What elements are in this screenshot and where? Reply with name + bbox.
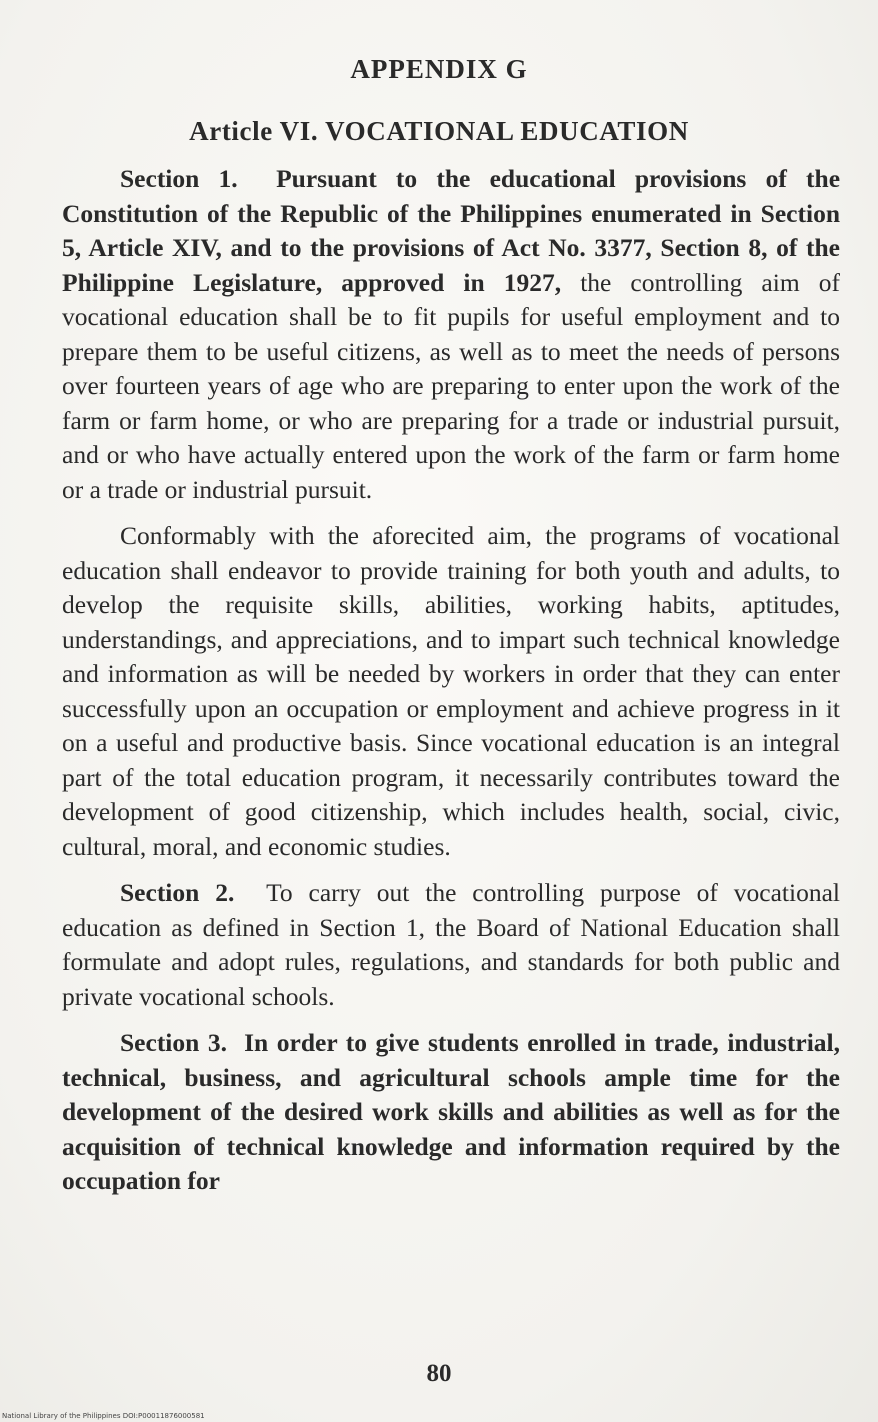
article-body (62, 162, 840, 1199)
section-3-label: Section 3. (120, 1028, 227, 1057)
section-2-paragraph (62, 876, 840, 1014)
page-number: 80 (426, 1360, 452, 1387)
footer-credit: National Library of the Philippines DOI:P00011876000581 (2, 1412, 205, 1420)
section-3-paragraph (62, 1026, 840, 1199)
section-1-text: the controlling aim of vocational education shall be to fit pupils for useful employment and to prepare them to be useful citizens, as well as to meet the needs of persons over fourteen years of age who are preparing to enter upon the work of the farm or farm home, or who are preparing for a trade or industrial pursuit, and or who have actually entered upon the work of the farm or farm home or a trade or industrial pursuit. (62, 267, 840, 504)
section-1-lead-text: Pursuant to the educational provisions of the Constitution of the Republic of the Philippines enumerated in Section 5, Article XIV, and to the provisions of Act No. 3377, Section 8, of the Philippine Legislature, approved in 1927, (62, 164, 841, 297)
section-1-continuation-paragraph: Conformably with the aforecited aim, the programs of vocational education shall endeavor to provide training for both youth and adults, to develop the requisite skills, abilities, working habits, aptitudes, understandings, and appreciations, and to impart such technical knowledge and information as will be needed by workers in order that they can enter successfully upon an occupation or employment and achieve progress in it on a useful and productive basis. Since vocational education is an integral part of the total education program, it necessarily contributes toward the development of good citizenship, which includes health, social, civic, cultural, moral, and economic studies. (62, 521, 840, 861)
section-1-label: Section 1. (120, 164, 238, 193)
section-2-text: To carry out the controlling purpose of vocational education as defined in Section 1, the Board of National Education shall formulate and adopt rules, regulations, and standards for both public and private vocational schools. (62, 878, 841, 1011)
article-title: Article VI. VOCATIONAL EDUCATION (189, 116, 689, 146)
section-1-paragraph (62, 162, 840, 507)
appendix-title: APPENDIX G (350, 54, 528, 84)
section-3-text: In order to give students enrolled in trade, industrial, technical, business, and agricultural schools ample time for the development of the desired work skills and abilities as well as for the acquisition of technical knowledge and information required by the occupation for (62, 1028, 841, 1195)
section-2-label: Section 2. (120, 878, 235, 907)
